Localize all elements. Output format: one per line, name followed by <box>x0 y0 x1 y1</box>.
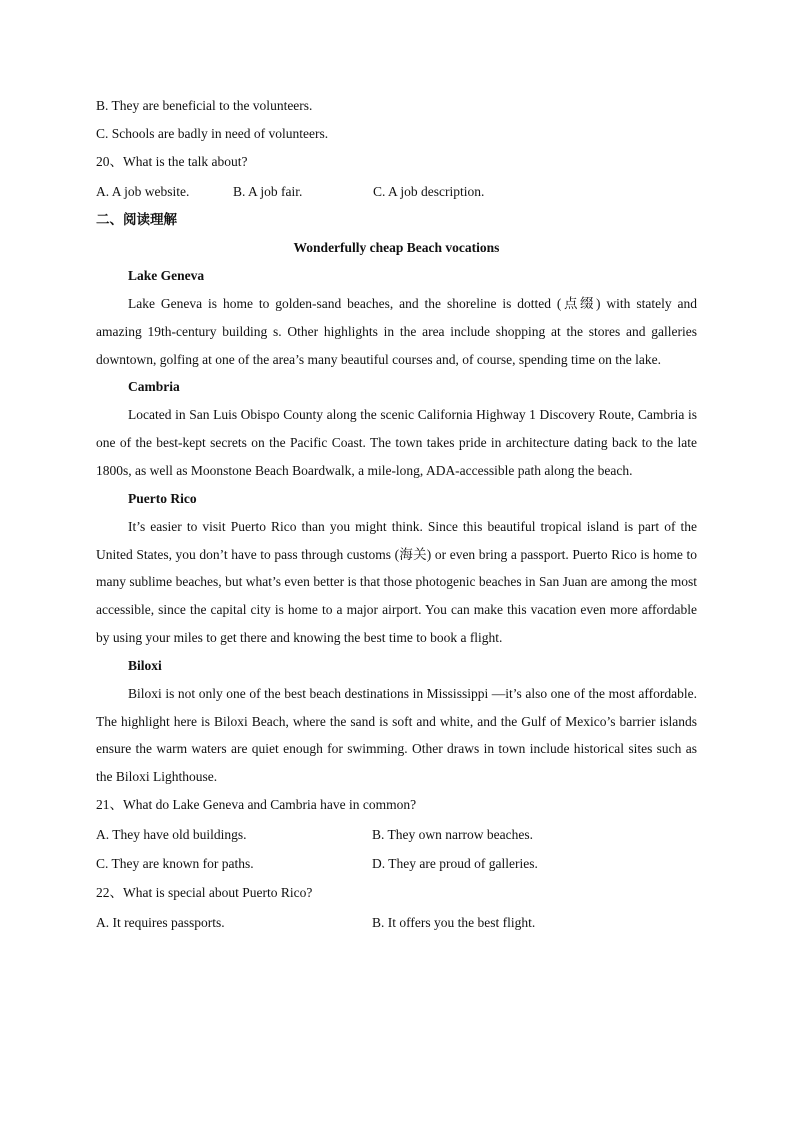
q19-option-b: B. They are beneficial to the volunteers. <box>96 98 313 113</box>
q21-options-row-2 <box>96 850 697 879</box>
q22-option-b: B. It offers you the best flight. <box>372 914 536 930</box>
q22-options-row-1 <box>96 909 697 938</box>
section-heading-biloxi: Biloxi <box>128 657 162 673</box>
q20-question: 20、What is the talk about? <box>96 154 248 169</box>
section-heading: 二、阅读理解 <box>96 212 177 227</box>
q19-option-c: C. Schools are badly in need of volunteers. <box>96 126 329 141</box>
article-title: Wonderfully cheap Beach vocations <box>293 240 500 255</box>
paragraph-lake-geneva: Lake Geneva is home to golden-sand beaches, and the shoreline is dotted (点缀) with stately and amazing 19th-century building s. Other highlights in the area include shopping at the stores and galleries downtown, golfing at one of the area’s many beautiful courses and, of course, spending time on the lake. <box>96 296 697 367</box>
exam-page <box>96 92 697 938</box>
q21-question: 21、What do Lake Geneva and Cambria have in common? <box>96 796 417 812</box>
paragraph-puerto-rico: It’s easier to visit Puerto Rico than you might think. Since this beautiful tropical island is part of the United States, you don’t have to pass through customs (海关) or even bring a passport. Puerto Rico is home to many sublime beaches, but what’s even better is that those photogenic beaches in San Juan are among the most accessible, since the capital city is home to a major airport. You can make this vacation even more affordable by using your miles to get there and knowing the best time to book a flight. <box>96 518 697 645</box>
q21-option-c: C. They are known for paths. <box>96 855 254 871</box>
q21-option-d: D. They are proud of galleries. <box>372 855 538 871</box>
paragraph-cambria: Located in San Luis Obispo County along the scenic California Highway 1 Discovery Route, Cambria is one of the best-kept secrets on the Pacific Coast. The town takes pride in architecture dating back to the late 1800s, as well as Moonstone Beach Boardwalk, a mile-long, ADA-accessible path along the beach. <box>96 407 697 478</box>
section-heading-lake-geneva: Lake Geneva <box>128 268 205 283</box>
q20-option-c: C. A job description. <box>373 184 485 199</box>
section-heading-puerto-rico: Puerto Rico <box>128 490 197 506</box>
q21-option-a: A. They have old buildings. <box>96 826 247 842</box>
q22-option-a: A. It requires passports. <box>96 914 225 930</box>
q22-question: 22、What is special about Puerto Rico? <box>96 884 313 900</box>
q20-options <box>96 178 697 206</box>
q21-option-b: B. They own narrow beaches. <box>372 826 533 842</box>
q20-option-a: A. A job website. <box>96 184 190 199</box>
q21-options-row-1 <box>96 821 697 850</box>
q20-option-b: B. A job fair. <box>233 184 303 199</box>
paragraph-biloxi: Biloxi is not only one of the best beach destinations in Mississippi —it’s also one of the most affordable. The highlight here is Biloxi Beach, where the sand is soft and white, and the Gulf of Mexico’s barrier islands ensure the warm waters are quiet enough for swimming. Other draws in town include historical sites such as the Biloxi Lighthouse. <box>96 685 697 785</box>
section-heading-cambria: Cambria <box>128 379 180 395</box>
